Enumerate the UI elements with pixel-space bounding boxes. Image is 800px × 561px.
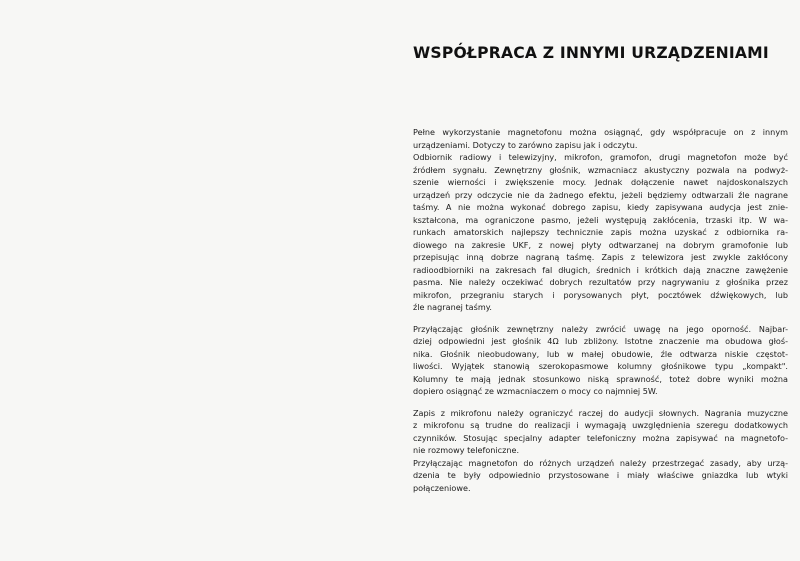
text-line: źle nagranej taśmy. (413, 302, 492, 312)
page-title: WSPÓŁPRACA Z INNYMI URZĄDZENIAMI (413, 44, 769, 62)
text-line: mikrofon, przegraniu starych i porysowanych płyt, pocztówek dźwiękowych, lub (413, 289, 788, 300)
text-line: nika. Głośnik nieobudowany, lub w małej obudowie, źle odtwarza niskie częstot- (413, 348, 788, 359)
paragraph-intro (413, 126, 788, 314)
text-line: szenie wierności i zwiększenie mocy. Jednak dołączenie nawet najdoskonalszych (413, 177, 788, 187)
text-line: dziej odpowiedni jest głośnik 4Ω lub zbliżony. Istotne znaczenie ma obudowa głoś- (413, 336, 788, 346)
text-line: źródłem sygnału. Zewnętrzny głośnik, wzmacniacz akustyczny pozwala na podwyż- (413, 164, 788, 175)
text-line: Przyłączając głośnik zewnętrzny należy zwrócić uwagę na jego oporność. Najbar- (413, 323, 788, 334)
text-line: dzenia te były odpowiednio przystosowane i miały właściwe gniazdka lub wtyki (413, 470, 788, 480)
text-line: urządzeń przy odczycie nie da żadnego efektu, jeżeli będziemy odtwarzali źle nagrane (413, 189, 788, 200)
text-line: połączeniowe. (413, 482, 471, 493)
text-line: przepisując inną dobrze nagraną taśmę. Zapis z telewizora jest zwykle zakłócony (413, 252, 788, 262)
text-line: czynników. Stosując specjalny adapter telefoniczny można zapisywać na magnetofo- (413, 432, 788, 443)
text-line: Przyłączając magnetofon do różnych urządzeń należy przestrzegać zasady, aby urzą- (413, 457, 788, 468)
text-line: Odbiornik radiowy i telewizyjny, mikrofon, gramofon, drugi magnetofon może być (413, 152, 788, 162)
paragraph-spacer (413, 314, 788, 323)
text-line: taśmy. A nie można wykonać dobrego zapisu, kiedy zapisywana audycja jest znie- (413, 202, 788, 212)
text-line: dopiero osiągnąć ze wzmacniaczem o mocy co najmniej 5W. (413, 386, 658, 396)
text-line: Zapis z mikrofonu należy ograniczyć raczej do audycji słownych. Nagrania muzyczne (413, 407, 788, 418)
text-line: nie rozmowy telefoniczne. (413, 445, 520, 455)
document-body (413, 126, 788, 494)
text-line: pasma. Nie należy oczekiwać dobrych rezultatów przy nagrywaniu z głośnika przez (413, 277, 788, 287)
text-line: kształcona, ma ograniczone pasmo, jeżeli występują zakłócenia, trzaski itp. W wa- (413, 214, 788, 225)
text-line: urządzeniami. Dotyczy to zarówno zapisu jak i odczytu. (413, 139, 638, 150)
paragraph-speaker (413, 323, 788, 398)
text-line: liwości. Wyjątek stanowią szerokopasmowe kolumny głośnikowe typu „kompakt". (413, 361, 788, 371)
paragraph-spacer (413, 398, 788, 407)
text-line: radioodbiorniki na zakresach fal długich, średnich i krótkich dają znaczne zawężenie (413, 264, 788, 275)
text-line: z mikrofonu są trudne do realizacji i wymagają uwzględnienia szeregu dodatkowych (413, 420, 788, 430)
text-line: Pełne wykorzystanie magnetofonu można osiągnąć, gdy współpracuje on z innym (413, 127, 788, 137)
text-line: Kolumny te mają jednak stosunkowo niską sprawność, toteż dobre wyniki można (413, 373, 788, 384)
text-line: runkach amatorskich najlepszy technicznie zapis można uzyskać z odbiornika ra- (413, 227, 788, 237)
text-line: diowego na zakresie UKF, z nowej płyty odtwarzanej na dobrym gramofonie lub (413, 239, 788, 250)
paragraph-microphone (413, 407, 788, 495)
